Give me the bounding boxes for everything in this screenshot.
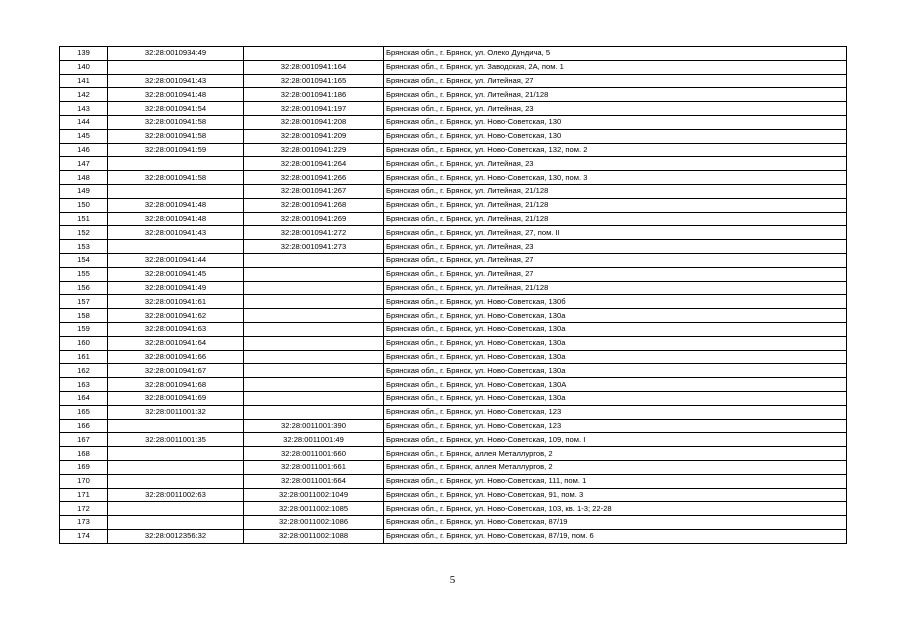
address-cell: Брянская обл., г. Брянск, ул. Ново-Советская, 130 [384,129,847,143]
building-cadastral-number-cell: 32:28:0011002:1086 [244,516,384,530]
address-cell: Брянская обл., г. Брянск, ул. Ново-Советская, 87/19 [384,516,847,530]
land-cadastral-number-cell [108,502,244,516]
row-number-cell: 148 [60,171,108,185]
address-cell: Брянская обл., г. Брянск, ул. Ново-Советская, 130а [384,364,847,378]
row-number-cell: 140 [60,60,108,74]
land-cadastral-number-cell [108,60,244,74]
building-cadastral-number-cell: 32:28:0011001:661 [244,460,384,474]
table-row [60,419,847,433]
address-cell: Брянская обл., г. Брянск, ул. Ново-Советская, 130а [384,322,847,336]
land-cadastral-number-cell: 32:28:0010941:59 [108,143,244,157]
table-row [60,240,847,254]
land-cadastral-number-cell: 32:28:0010941:54 [108,102,244,116]
building-cadastral-number-cell [244,295,384,309]
row-number-cell: 154 [60,253,108,267]
row-number-cell: 171 [60,488,108,502]
address-cell: Брянская обл., г. Брянск, ул. Литейная, 23 [384,102,847,116]
table-row [60,226,847,240]
table-row [60,143,847,157]
address-cell: Брянская обл., г. Брянск, ул. Литейная, 21/128 [384,212,847,226]
row-number-cell: 166 [60,419,108,433]
land-cadastral-number-cell: 32:28:0010941:61 [108,295,244,309]
address-cell: Брянская обл., г. Брянск, ул. Ново-Советская, 103, кв. 1-3; 22-28 [384,502,847,516]
building-cadastral-number-cell [244,309,384,323]
building-cadastral-number-cell: 32:28:0010941:197 [244,102,384,116]
row-number-cell: 146 [60,143,108,157]
row-number-cell: 143 [60,102,108,116]
address-cell: Брянская обл., г. Брянск, ул. Ново-Советская, 130б [384,295,847,309]
building-cadastral-number-cell: 32:28:0011002:1085 [244,502,384,516]
land-cadastral-number-cell: 32:28:0012356:32 [108,529,244,543]
row-number-cell: 158 [60,309,108,323]
building-cadastral-number-cell: 32:28:0011001:49 [244,433,384,447]
table-row [60,267,847,281]
table-row [60,129,847,143]
table-row [60,88,847,102]
building-cadastral-number-cell [244,336,384,350]
address-cell: Брянская обл., г. Брянск, ул. Литейная, 21/128 [384,198,847,212]
land-cadastral-number-cell: 32:28:0010941:63 [108,322,244,336]
address-cell: Брянская обл., г. Брянск, ул. Ново-Советская, 130, пом. 3 [384,171,847,185]
building-cadastral-number-cell: 32:28:0010941:268 [244,198,384,212]
row-number-cell: 145 [60,129,108,143]
table-row [60,47,847,61]
row-number-cell: 149 [60,184,108,198]
table-row [60,281,847,295]
address-cell: Брянская обл., г. Брянск, ул. Олеко Дундича, 5 [384,47,847,61]
land-cadastral-number-cell [108,240,244,254]
table-row [60,350,847,364]
land-cadastral-number-cell [108,474,244,488]
row-number-cell: 159 [60,322,108,336]
page-number: 5 [449,574,456,586]
row-number-cell: 165 [60,405,108,419]
row-number-cell: 150 [60,198,108,212]
building-cadastral-number-cell: 32:28:0010941:273 [244,240,384,254]
building-cadastral-number-cell: 32:28:0010941:165 [244,74,384,88]
building-cadastral-number-cell [244,47,384,61]
building-cadastral-number-cell [244,322,384,336]
row-number-cell: 168 [60,447,108,461]
table-row [60,433,847,447]
address-cell: Брянская обл., г. Брянск, ул. Ново-Советская, 130а [384,391,847,405]
table-row [60,102,847,116]
land-cadastral-number-cell: 32:28:0011001:35 [108,433,244,447]
building-cadastral-number-cell: 32:28:0010941:208 [244,115,384,129]
table-row [60,198,847,212]
row-number-cell: 141 [60,74,108,88]
row-number-cell: 152 [60,226,108,240]
row-number-cell: 174 [60,529,108,543]
address-cell: Брянская обл., г. Брянск, ул. Ново-Советская, 87/19, пом. 6 [384,529,847,543]
address-cell: Брянская обл., г. Брянск, ул. Ново-Советская, 109, пом. I [384,433,847,447]
land-cadastral-number-cell [108,516,244,530]
land-cadastral-number-cell: 32:28:0010941:69 [108,391,244,405]
address-cell: Брянская обл., г. Брянск, ул. Заводская, 2А, пом. 1 [384,60,847,74]
land-cadastral-number-cell: 32:28:0010941:58 [108,171,244,185]
address-cell: Брянская обл., г. Брянск, ул. Ново-Советская, 123 [384,405,847,419]
land-cadastral-number-cell: 32:28:0011001:32 [108,405,244,419]
table-row [60,295,847,309]
land-cadastral-number-cell [108,184,244,198]
land-cadastral-number-cell: 32:28:0010941:49 [108,281,244,295]
table-row [60,309,847,323]
land-cadastral-number-cell: 32:28:0010941:48 [108,88,244,102]
land-cadastral-number-cell: 32:28:0010941:43 [108,226,244,240]
table-row [60,60,847,74]
table-row [60,115,847,129]
building-cadastral-number-cell [244,405,384,419]
row-number-cell: 162 [60,364,108,378]
address-cell: Брянская обл., г. Брянск, ул. Литейная, 27 [384,74,847,88]
address-cell: Брянская обл., г. Брянск, ул. Ново-Советская, 132, пом. 2 [384,143,847,157]
address-cell: Брянская обл., г. Брянск, аллея Металлургов, 2 [384,460,847,474]
land-cadastral-number-cell: 32:28:0010941:45 [108,267,244,281]
table-row [60,157,847,171]
building-cadastral-number-cell: 32:28:0010941:272 [244,226,384,240]
building-cadastral-number-cell: 32:28:0010941:264 [244,157,384,171]
building-cadastral-number-cell: 32:28:0010941:186 [244,88,384,102]
address-cell: Брянская обл., г. Брянск, ул. Литейная, 21/128 [384,184,847,198]
row-number-cell: 173 [60,516,108,530]
table-row [60,460,847,474]
land-cadastral-number-cell: 32:28:0010941:44 [108,253,244,267]
address-cell: Брянская обл., г. Брянск, аллея Металлургов, 2 [384,447,847,461]
row-number-cell: 144 [60,115,108,129]
building-cadastral-number-cell [244,267,384,281]
building-cadastral-number-cell [244,364,384,378]
table-row [60,378,847,392]
building-cadastral-number-cell: 32:28:0011002:1088 [244,529,384,543]
land-cadastral-number-cell: 32:28:0010941:58 [108,115,244,129]
land-cadastral-number-cell: 32:28:0010941:68 [108,378,244,392]
address-cell: Брянская обл., г. Брянск, ул. Литейная, 27, пом. II [384,226,847,240]
building-cadastral-number-cell: 32:28:0011001:390 [244,419,384,433]
address-cell: Брянская обл., г. Брянск, ул. Ново-Советская, 130а [384,350,847,364]
land-cadastral-number-cell: 32:28:0010941:67 [108,364,244,378]
land-cadastral-number-cell [108,447,244,461]
row-number-cell: 157 [60,295,108,309]
row-number-cell: 163 [60,378,108,392]
address-cell: Брянская обл., г. Брянск, ул. Литейная, 23 [384,240,847,254]
table-row [60,184,847,198]
table-row [60,391,847,405]
building-cadastral-number-cell: 32:28:0010941:267 [244,184,384,198]
table-row [60,516,847,530]
land-cadastral-number-cell: 32:28:0010934:49 [108,47,244,61]
table-row [60,447,847,461]
land-cadastral-number-cell: 32:28:0010941:48 [108,198,244,212]
building-cadastral-number-cell: 32:28:0010941:266 [244,171,384,185]
address-cell: Брянская обл., г. Брянск, ул. Литейная, 21/128 [384,281,847,295]
address-cell: Брянская обл., г. Брянск, ул. Ново-Советская, 130а [384,309,847,323]
address-cell: Брянская обл., г. Брянск, ул. Ново-Советская, 130А [384,378,847,392]
row-number-cell: 156 [60,281,108,295]
address-cell: Брянская обл., г. Брянск, ул. Литейная, 21/128 [384,88,847,102]
table-row [60,502,847,516]
land-cadastral-number-cell: 32:28:0010941:62 [108,309,244,323]
land-cadastral-number-cell: 32:28:0010941:66 [108,350,244,364]
table-row [60,474,847,488]
address-cell: Брянская обл., г. Брянск, ул. Ново-Советская, 91, пом. 3 [384,488,847,502]
row-number-cell: 160 [60,336,108,350]
building-cadastral-number-cell [244,253,384,267]
row-number-cell: 151 [60,212,108,226]
row-number-cell: 167 [60,433,108,447]
land-cadastral-number-cell [108,460,244,474]
property-registry-table [59,46,847,544]
building-cadastral-number-cell: 32:28:0010941:164 [244,60,384,74]
table-row [60,322,847,336]
row-number-cell: 142 [60,88,108,102]
address-cell: Брянская обл., г. Брянск, ул. Литейная, 27 [384,267,847,281]
table-row [60,253,847,267]
land-cadastral-number-cell: 32:28:0010941:48 [108,212,244,226]
address-cell: Брянская обл., г. Брянск, ул. Ново-Советская, 130 [384,115,847,129]
row-number-cell: 153 [60,240,108,254]
building-cadastral-number-cell: 32:28:0011001:660 [244,447,384,461]
land-cadastral-number-cell: 32:28:0010941:64 [108,336,244,350]
land-cadastral-number-cell: 32:28:0011002:63 [108,488,244,502]
row-number-cell: 170 [60,474,108,488]
building-cadastral-number-cell: 32:28:0010941:209 [244,129,384,143]
table-row [60,488,847,502]
table-row [60,212,847,226]
row-number-cell: 147 [60,157,108,171]
row-number-cell: 169 [60,460,108,474]
building-cadastral-number-cell: 32:28:0010941:269 [244,212,384,226]
address-cell: Брянская обл., г. Брянск, ул. Ново-Советская, 111, пом. 1 [384,474,847,488]
row-number-cell: 139 [60,47,108,61]
table-row [60,74,847,88]
table-row [60,405,847,419]
building-cadastral-number-cell [244,281,384,295]
building-cadastral-number-cell [244,378,384,392]
address-cell: Брянская обл., г. Брянск, ул. Литейная, 23 [384,157,847,171]
building-cadastral-number-cell [244,391,384,405]
land-cadastral-number-cell [108,419,244,433]
building-cadastral-number-cell: 32:28:0011001:664 [244,474,384,488]
row-number-cell: 155 [60,267,108,281]
address-cell: Брянская обл., г. Брянск, ул. Ново-Советская, 123 [384,419,847,433]
address-cell: Брянская обл., г. Брянск, ул. Ново-Советская, 130а [384,336,847,350]
row-number-cell: 164 [60,391,108,405]
table-row [60,364,847,378]
building-cadastral-number-cell: 32:28:0011002:1049 [244,488,384,502]
table-body [60,47,847,544]
row-number-cell: 172 [60,502,108,516]
building-cadastral-number-cell [244,350,384,364]
table-row [60,529,847,543]
land-cadastral-number-cell: 32:28:0010941:58 [108,129,244,143]
land-cadastral-number-cell [108,157,244,171]
table-row [60,336,847,350]
building-cadastral-number-cell: 32:28:0010941:229 [244,143,384,157]
land-cadastral-number-cell: 32:28:0010941:43 [108,74,244,88]
table-row [60,171,847,185]
address-cell: Брянская обл., г. Брянск, ул. Литейная, 27 [384,253,847,267]
row-number-cell: 161 [60,350,108,364]
